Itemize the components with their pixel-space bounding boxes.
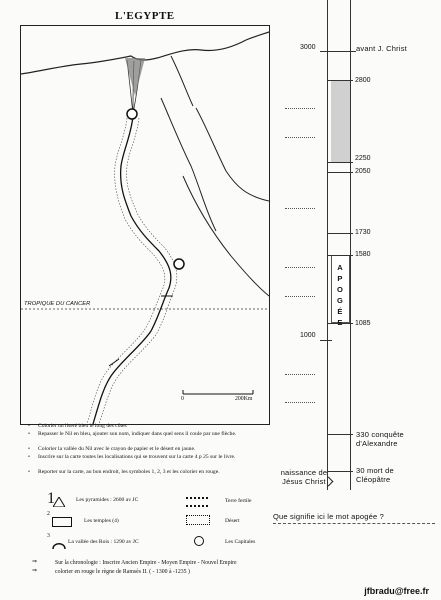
instruction-2: • Repasser le Nil en bleu, ajouter son nom, indiquer dans quel sens il coule par une flèche.	[28, 431, 237, 437]
legend-num-1: 1	[47, 490, 55, 507]
naissance-label: naissance de Jésus Christ	[280, 468, 328, 486]
nile-bank-left	[87, 118, 165, 424]
chronology-line-2: colorier en rouge le règne de Ramsès II. ( - 1300 à -1235 )	[55, 569, 190, 575]
red-sea-west	[183, 176, 269, 296]
event-330: 330 conquête d'Alexandre	[356, 430, 404, 448]
tick-1085: 1085	[355, 320, 371, 327]
pyramid-icon	[53, 494, 65, 512]
valley-icon	[52, 537, 66, 555]
temple-icon	[52, 517, 72, 527]
nile-river	[93, 116, 171, 424]
nile-bank-right	[99, 118, 177, 424]
chronology-line-1: Sur la chronologie : Inscrire Ancien Empire - Moyen Empire - Nouvel Empire	[55, 560, 237, 566]
timeline-axis-right	[350, 0, 351, 490]
scale-1000: 1000	[300, 332, 316, 339]
instruction-5: • Reporter sur la carte, au bon endroit, les symboles 1, 2, 3 et les colorier en rouge.	[28, 469, 220, 475]
timeline-axis-left	[327, 0, 328, 490]
page-title: L'EGYPTE	[115, 10, 175, 22]
legend-temples: Les temples (4)	[84, 518, 119, 524]
tropic-label: TROPIQUE DU CANCER	[24, 301, 91, 307]
egypt-map	[20, 25, 270, 425]
arrow-icon: ⇒	[32, 559, 37, 565]
footer-email[interactable]: jfbradu@free.fr	[364, 586, 429, 596]
event-30: 30 mort de Cléopâtre	[356, 466, 394, 484]
scale-3000: 3000	[300, 44, 316, 51]
tick-2050: 2050	[355, 168, 371, 175]
sinai	[171, 56, 193, 106]
instruction-3: • Colorier la vallée du Nil avec le crayon de papier et le désert en jaune.	[28, 446, 196, 452]
legend-valley: La vallée des Rois : 1290 av JC	[68, 539, 139, 545]
legend-num-3: 3	[47, 533, 50, 539]
cataract-2	[109, 359, 119, 366]
legend-pyramids: Les pyramides : 2600 av JC	[76, 497, 139, 503]
scale-end-label: 200Km	[235, 396, 253, 402]
tick-2250: 2250	[355, 155, 371, 162]
desert-icon	[186, 515, 210, 525]
capital-thebes-icon	[174, 259, 184, 269]
fertile-icon	[186, 497, 208, 507]
arrow-icon: ⇒	[32, 568, 37, 574]
legend-desert: Désert	[225, 518, 240, 524]
capital-icon	[194, 536, 204, 546]
tick-2800: 2800	[355, 77, 371, 84]
capital-memphis-icon	[127, 109, 137, 119]
legend-fertile: Terre fertile	[225, 498, 252, 504]
timeline-shaded-period	[331, 80, 350, 162]
instruction-4: • Inscrire sur la carte toutes les localisations qui se trouvent sur la carte 4 p 25 sur le livre.	[28, 454, 236, 460]
question-apogee: Que signifie ici le mot apogée ?	[273, 512, 385, 521]
coastline	[21, 32, 269, 74]
delta-shade	[125, 58, 145, 96]
label-avant: avant J. Christ	[356, 44, 407, 53]
legend-capitals: Les Capitales	[225, 539, 256, 545]
scale-start-label: 0	[181, 396, 184, 402]
apogee-label: APOGÉ	[336, 263, 344, 316]
red-sea-coast	[196, 108, 269, 201]
tick-1730: 1730	[355, 229, 371, 236]
instruction-1: • Colorier un liseré bleu le long des côtes	[28, 423, 127, 429]
tick-1580: 1580	[355, 251, 371, 258]
gulf-suez	[161, 98, 216, 231]
legend-num-2: 2	[47, 511, 50, 517]
